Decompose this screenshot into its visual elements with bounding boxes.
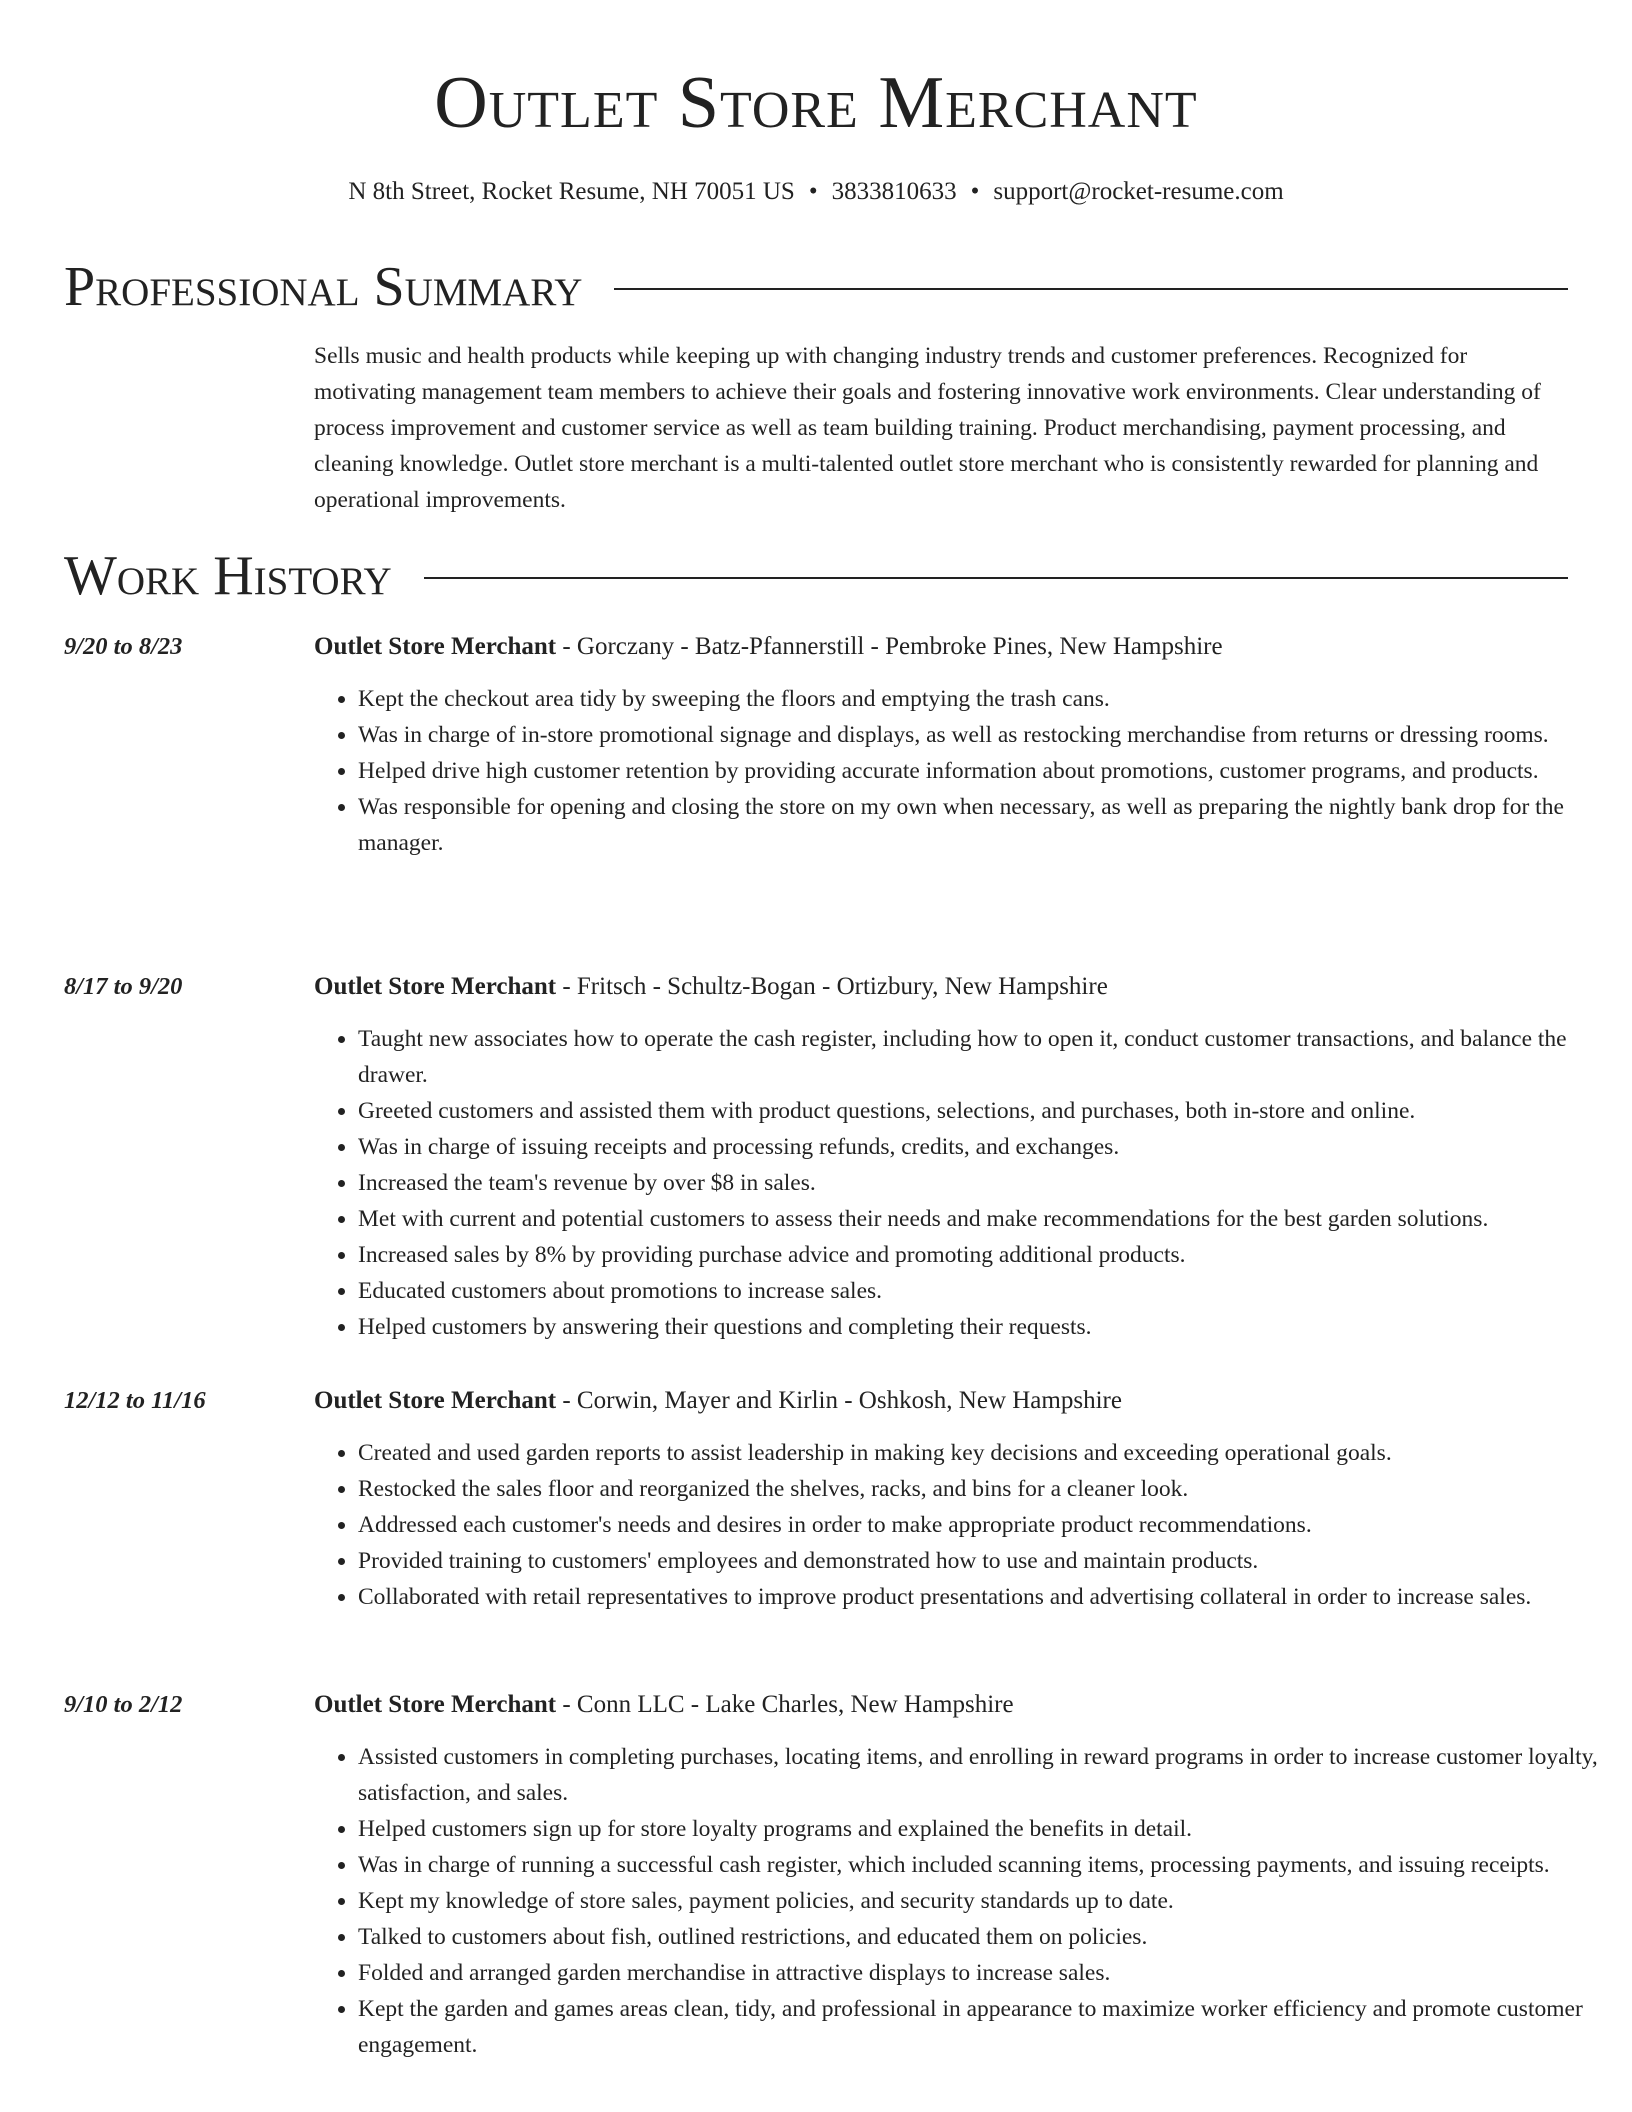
job-role: Outlet Store Merchant: [314, 973, 557, 1000]
job-bullet: • Educated customers about promotions to increase sales.: [358, 1273, 1612, 1309]
job-bullet: • Helped customers sign up for store loyalty programs and explained the benefits in detail.: [358, 1811, 1612, 1847]
contact-email: support@rocket-resume.com: [993, 178, 1284, 205]
job-dates: 12/12 to 11/16: [64, 1387, 206, 1414]
contact-separator: •: [808, 178, 818, 205]
job-bullet: • Helped customers by answering their questions and completing their requests.: [358, 1309, 1612, 1345]
job-bullet: • Was responsible for opening and closing the store on my own when necessary, as well as preparing the nightly bank drop for the manager.: [358, 789, 1612, 861]
job-bullet: • Increased the team's revenue by over $8 in sales.: [358, 1165, 1612, 1201]
job-bullet: • Assisted customers in completing purchases, locating items, and enrolling in reward programs in order to increase customer loyalty, satisfaction, and sales.: [358, 1739, 1612, 1811]
job-bullet: • Addressed each customer's needs and desires in order to make appropriate product recommendations.: [358, 1507, 1612, 1543]
job-bullets: [314, 1435, 1612, 1615]
work-divider: [424, 577, 1568, 579]
job-dates: 9/10 to 2/12: [64, 1691, 183, 1718]
job-bullet: • Increased sales by 8% by providing purchase advice and promoting additional products.: [358, 1237, 1612, 1273]
job-role: Outlet Store Merchant: [314, 1387, 557, 1414]
job-bullet: • Was in charge of running a successful cash register, which included scanning items, processing payments, and issuing receipts.: [358, 1847, 1612, 1883]
resume-name: Outlet Store Merchant: [434, 62, 1198, 144]
job-bullet: • Taught new associates how to operate the cash register, including how to open it, conduct customer transactions, and balance the drawer.: [358, 1021, 1612, 1093]
job-bullet: • Kept my knowledge of store sales, payment policies, and security standards up to date.: [358, 1883, 1612, 1919]
job-details: - Fritsch - Schultz-Bogan - Ortizbury, New Hampshire: [556, 973, 1108, 1000]
job-role: Outlet Store Merchant: [314, 633, 557, 660]
summary-divider: [614, 288, 1568, 290]
job-bullet: • Greeted customers and assisted them with product questions, selections, and purchases, both in-store and online.: [358, 1093, 1612, 1129]
job-bullet: • Kept the garden and games areas clean, tidy, and professional in appearance to maximize worker efficiency and promote customer engagement.: [358, 1991, 1612, 2063]
job-title-line: [314, 1687, 1568, 1723]
contact-separator: •: [970, 178, 980, 205]
job-bullets: [314, 1021, 1612, 1345]
job-title-line: [314, 629, 1568, 665]
job-bullet: • Restocked the sales floor and reorganized the shelves, racks, and bins for a cleaner look.: [358, 1471, 1612, 1507]
job-title-line: [314, 969, 1568, 1005]
job-bullet: • Folded and arranged garden merchandise in attractive displays to increase sales.: [358, 1955, 1612, 1991]
job-details: - Corwin, Mayer and Kirlin - Oshkosh, New Hampshire: [556, 1387, 1122, 1414]
job-bullet: • Met with current and potential customers to assess their needs and make recommendations for the best garden solutions.: [358, 1201, 1612, 1237]
job-dates: 9/20 to 8/23: [64, 633, 183, 660]
summary-text: Sells music and health products while keeping up with changing industry trends and customer preferences. Recognized for motivating management team members to achieve their goals and fostering innovative work environments. Clear understanding of process improvement and customer service as well as team building training. Product merchandising, payment processing, and cleaning knowledge. Outlet store merchant is a multi-talented outlet store merchant who is consistently rewarded for planning and operational improvements.: [314, 343, 1541, 513]
job-bullet: • Was in charge of issuing receipts and processing refunds, credits, and exchanges.: [358, 1129, 1612, 1165]
job-bullets: [314, 681, 1612, 861]
job-bullet: • Kept the checkout area tidy by sweeping the floors and emptying the trash cans.: [358, 681, 1612, 717]
summary-section-header: [64, 254, 1568, 320]
job-details: - Gorczany - Batz-Pfannerstill - Pembroke Pines, New Hampshire: [556, 633, 1223, 660]
job-role: Outlet Store Merchant: [314, 1691, 557, 1718]
job-bullet: • Was in charge of in-store promotional signage and displays, as well as restocking merchandise from returns or dressing rooms.: [358, 717, 1612, 753]
contact-address: N 8th Street, Rocket Resume, NH 70051 US: [348, 178, 795, 205]
work-heading: Work History: [64, 545, 392, 607]
job-bullet: • Collaborated with retail representatives to improve product presentations and advertising collateral in order to increase sales.: [358, 1579, 1612, 1615]
work-section-header: [64, 543, 1568, 609]
job-bullets: [314, 1739, 1612, 2063]
job-bullet: • Created and used garden reports to assist leadership in making key decisions and exceeding operational goals.: [358, 1435, 1612, 1471]
summary-heading: Professional Summary: [64, 256, 583, 318]
contact-phone: 3833810633: [831, 178, 957, 205]
job-bullet: • Talked to customers about fish, outlined restrictions, and educated them on policies.: [358, 1919, 1612, 1955]
contact-line: [0, 174, 1632, 210]
job-dates: 8/17 to 9/20: [64, 973, 183, 1000]
job-bullet: • Helped drive high customer retention by providing accurate information about promotions, customer programs, and products.: [358, 753, 1612, 789]
job-bullet: • Provided training to customers' employees and demonstrated how to use and maintain products.: [358, 1543, 1612, 1579]
job-details: - Conn LLC - Lake Charles, New Hampshire: [556, 1691, 1014, 1718]
job-title-line: [314, 1383, 1568, 1419]
